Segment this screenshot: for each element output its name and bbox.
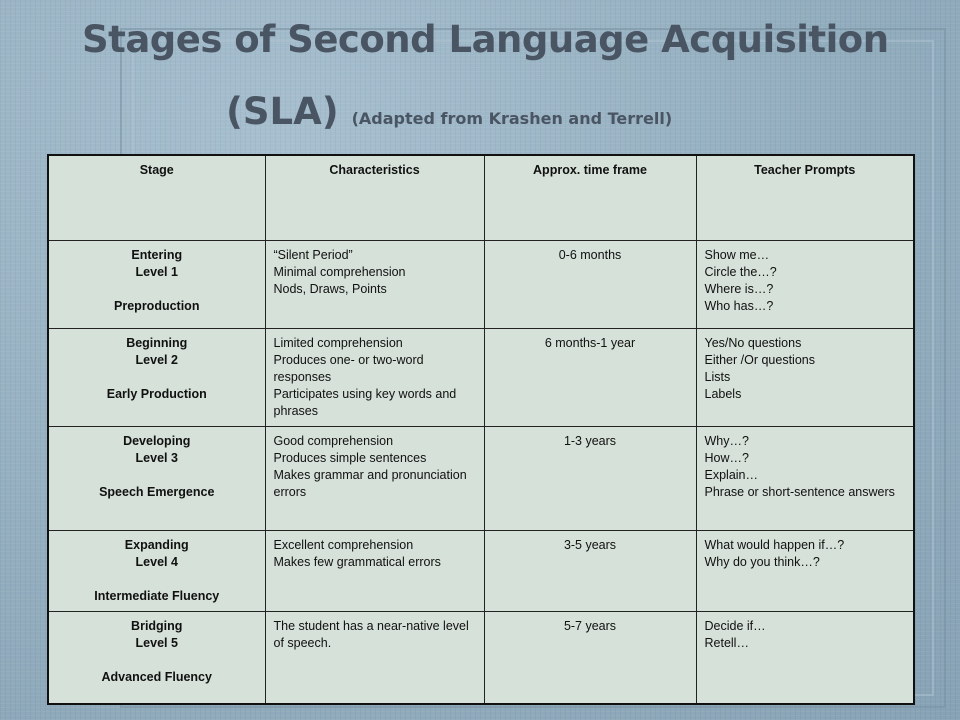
prompt-line: Labels <box>704 387 742 401</box>
table-row <box>48 427 914 531</box>
stage-label: Early Production <box>106 387 207 401</box>
prompt-line: Why do you think…? <box>704 555 820 569</box>
stage-name: Entering <box>131 248 183 262</box>
sla-stages-table <box>47 154 915 705</box>
stage-cell <box>48 531 265 612</box>
stage-label: Speech Emergence <box>99 485 215 499</box>
stage-name: Expanding <box>124 538 189 552</box>
time-frame-cell: 5-7 years <box>484 612 696 704</box>
characteristic-line: Makes few grammatical errors <box>273 555 441 569</box>
stage-name: Developing <box>123 434 191 448</box>
prompt-line: Retell… <box>704 636 749 650</box>
characteristics-cell <box>265 612 484 704</box>
stage-gap <box>57 571 257 588</box>
stage-level: Level 1 <box>135 265 178 279</box>
characteristics-cell <box>265 329 484 427</box>
characteristic-line: Produces one- or two-word responses <box>273 353 424 384</box>
time-frame-cell: 3-5 years <box>484 531 696 612</box>
table-row <box>48 241 914 329</box>
stage-name: Bridging <box>131 619 183 633</box>
header-time-frame: Approx. time frame <box>484 155 696 241</box>
stage-cell <box>48 612 265 704</box>
stage-label: Advanced Fluency <box>101 670 212 684</box>
slide-subtitle: (Adapted from Krashen and Terrell) <box>351 109 673 128</box>
stage-level: Level 5 <box>135 636 178 650</box>
stage-level: Level 2 <box>135 353 178 367</box>
prompt-line: Circle the…? <box>704 265 777 279</box>
teacher-prompts-cell <box>696 612 914 704</box>
header-stage: Stage <box>48 155 265 241</box>
table-row <box>48 329 914 427</box>
slide-title: Stages of Second Language Acquisition <box>82 18 889 61</box>
table-header-row <box>48 155 914 241</box>
characteristic-line: Participates using key words and phrases <box>273 387 457 418</box>
prompt-line: Phrase or short-sentence answers <box>704 485 895 499</box>
time-frame-cell: 1-3 years <box>484 427 696 531</box>
table-row <box>48 531 914 612</box>
stage-gap <box>57 281 257 298</box>
teacher-prompts-cell <box>696 329 914 427</box>
title-acronym: (SLA) <box>226 90 339 133</box>
stage-gap <box>57 652 257 669</box>
header-teacher-prompts: Teacher Prompts <box>696 155 914 241</box>
prompt-line: What would happen if…? <box>704 538 845 552</box>
prompt-line: Yes/No questions <box>704 336 802 350</box>
characteristic-line: Nods, Draws, Points <box>273 282 387 296</box>
characteristic-line: Produces simple sentences <box>273 451 427 465</box>
characteristics-cell <box>265 531 484 612</box>
table-row <box>48 612 914 704</box>
prompt-line: Lists <box>704 370 731 384</box>
stage-cell <box>48 329 265 427</box>
characteristic-line: Limited comprehension <box>273 336 403 350</box>
stage-name: Beginning <box>126 336 188 350</box>
stage-cell <box>48 241 265 329</box>
characteristic-line: Minimal comprehension <box>273 265 406 279</box>
teacher-prompts-cell <box>696 531 914 612</box>
stage-label: Preproduction <box>114 299 200 313</box>
stage-level: Level 4 <box>135 555 178 569</box>
prompt-line: Decide if… <box>704 619 766 633</box>
prompt-line: Explain… <box>704 468 758 482</box>
stage-gap <box>57 467 257 484</box>
time-frame-cell: 6 months-1 year <box>484 329 696 427</box>
prompt-line: Show me… <box>704 248 770 262</box>
prompt-line: Why…? <box>704 434 749 448</box>
characteristics-cell <box>265 427 484 531</box>
characteristic-line: Good comprehension <box>273 434 394 448</box>
characteristic-line: The student has a near-native level of speech. <box>273 619 469 650</box>
prompt-line: Who has…? <box>704 299 774 313</box>
characteristic-line: “Silent Period” <box>273 248 353 262</box>
stage-cell <box>48 427 265 531</box>
characteristic-line: Excellent comprehension <box>273 538 414 552</box>
stage-label: Intermediate Fluency <box>94 589 220 603</box>
prompt-line: How…? <box>704 451 749 465</box>
prompt-line: Where is…? <box>704 282 774 296</box>
slide-title-line2 <box>226 90 960 133</box>
prompt-line: Either /Or questions <box>704 353 815 367</box>
time-frame-cell: 0-6 months <box>484 241 696 329</box>
teacher-prompts-cell <box>696 241 914 329</box>
characteristics-cell <box>265 241 484 329</box>
teacher-prompts-cell <box>696 427 914 531</box>
stage-gap <box>57 369 257 386</box>
header-characteristics: Characteristics <box>265 155 484 241</box>
stage-level: Level 3 <box>135 451 178 465</box>
characteristic-line: Makes grammar and pronunciation errors <box>273 468 467 499</box>
